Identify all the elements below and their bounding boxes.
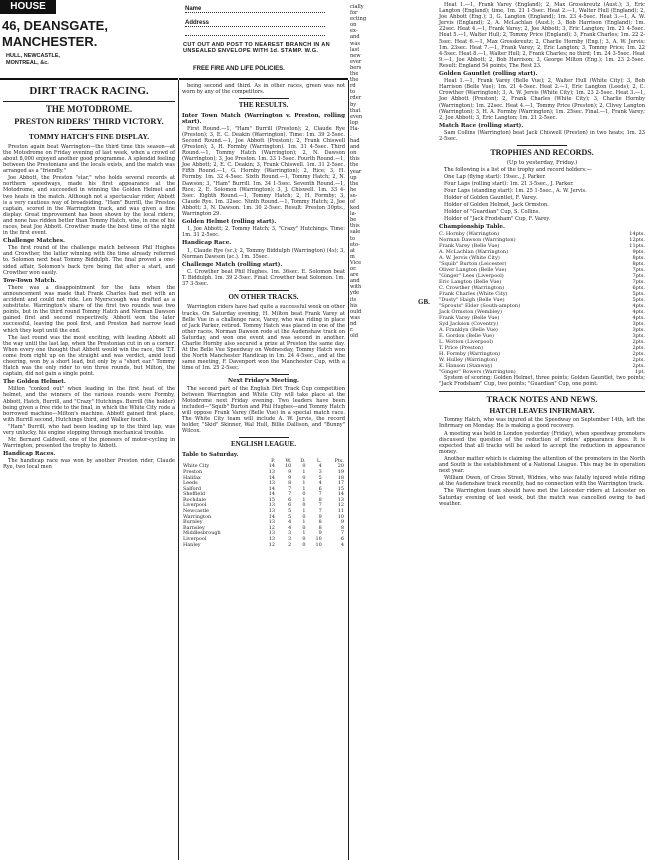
address-street: 46, DEANSGATE, (2, 18, 108, 33)
table-cell: 3 (288, 530, 292, 537)
rider-points: 3pts. (632, 327, 645, 334)
trophies-title: TROPHIES AND RECORDS. (490, 148, 594, 158)
section-heading: Challenge Matches. (3, 238, 65, 245)
table-cell: 3 (288, 536, 292, 543)
advertisement-left (0, 0, 178, 80)
section-heading: Tow-Town Match. (3, 277, 57, 284)
rider-points: 1pt. (635, 369, 645, 376)
branches-line-2: MONTREAL, &c. (6, 60, 49, 66)
table-cell: 9 (318, 530, 322, 537)
table-cell: Salford (183, 485, 202, 492)
table-cell: 0 (302, 502, 306, 509)
rider-name: Syd Jackson (Coventry) (439, 321, 499, 328)
table-cell: 10 (315, 536, 322, 543)
column-rule (348, 80, 349, 860)
paragraph: The following is a list of the trophy and record holders:— (444, 166, 592, 173)
table-cell: 9 (288, 474, 292, 481)
rider-points: 7pts. (632, 279, 645, 286)
next-meeting-title: Next Friday's Meeting. (227, 378, 300, 385)
right-article (436, 2, 648, 507)
paragraph: Tommy Hatch, who was injured at the Speedway on September 14th, left the Infirmary on Monday. He is making a good recovery. (439, 417, 645, 430)
table-cell: 10 (315, 541, 322, 548)
table-cell: 14 (268, 485, 276, 492)
table-cell: Liverpool (183, 502, 207, 509)
table-cell: 13 (268, 468, 276, 475)
table-cell: 13 (268, 536, 276, 543)
rider-points: 5pts. (632, 291, 645, 298)
table-cell: 6 (288, 502, 292, 509)
table-cell: 8 (288, 480, 292, 487)
table-cell: 6 (340, 536, 344, 543)
table-cell: 2 (288, 541, 292, 548)
table-cell: 13 (268, 530, 276, 537)
section-heading: Championship Table. (439, 224, 505, 231)
rider-name: C. Hornby (Warrington) (439, 231, 500, 238)
paragraph: being second and third. As in other races, green was not worn by any of the competitors. (182, 83, 345, 96)
table-header-cell: D. (300, 457, 306, 464)
rider-points: 7pts. (632, 267, 645, 274)
table-cell: 4 (340, 541, 344, 548)
table-cell: 4 (318, 480, 322, 487)
table-cell: Barnsley (183, 524, 205, 531)
table-cell: 18 (337, 474, 344, 481)
table-cell: 14 (268, 463, 276, 470)
table-cell: 15 (337, 485, 344, 492)
rider-name: A. Franklyn (Belle Vue) (439, 327, 498, 334)
article-body (3, 144, 175, 471)
table-cell: 3 (318, 468, 322, 475)
table-cell: 20 (337, 463, 344, 470)
track-notes-title: TRACK NOTES AND NEWS. (486, 393, 598, 404)
rider-points: 9pts. (632, 249, 645, 256)
table-title: Table to Saturday. (182, 451, 239, 458)
table-cell: 7 (318, 491, 322, 498)
section-heading: Inter Town Match (Warrington v. Preston, rolling start). (182, 112, 345, 125)
rider-points: 2pts. (632, 339, 645, 346)
rider-points: 2pts. (632, 363, 645, 370)
rider-points: 5pts. (632, 297, 645, 304)
table-cell: White City (183, 463, 210, 470)
paragraph: The second part of the English Dirt Track Cup competition between Warrington and White City will take place at the Motodrome next Friday evening. Two leaders have been included—"Squib" Burton and Phil Hughes—and Tommy Hatch will oppose Frank Varey (Belle Vue) in a special match race. The White City team will include A. W. Jervis, the record holder, "Skid" Skinner, Wal Hull, Billie Dallison, and "Bunny" Wilcox. (182, 385, 345, 435)
rider-name: Frank Charles (White City) (439, 291, 508, 298)
table-cell: 1 (302, 519, 306, 526)
table-cell: Warrington (183, 513, 212, 520)
paragraph: The handicap race was won by another Preston rider, Claude Rye, two local men (3, 458, 175, 471)
table-cell: 0 (302, 463, 306, 470)
table-cell: 7 (340, 530, 344, 537)
table-cell: 6 (318, 485, 322, 492)
rider-name: "Dusty" Haigh (Belle Vue) (439, 297, 505, 304)
table-cell: 12 (337, 502, 344, 509)
rider-points: 3pts. (632, 321, 645, 328)
rider-name: E. Gordon (Belle Vue) (439, 333, 494, 340)
subheadline-motodrome: THE MOTODROME. (45, 103, 133, 114)
paragraph: A meeting was held in London yesterday (Friday), when speedway promoters discussed the question of the reduction of riders' appearance fees. It is expected that all tracks will be asked to accept the reduction in appearance money. (439, 430, 645, 455)
paragraph: The first round of the challenge match between Phil Hughes and Crowther, the latter winning with the time already referred to. Solomon next beat Tommy Biddulph. The final proved a one-sided affair, Solomon's back tyre being flat after a start, and Crowther won easily. (3, 245, 175, 276)
record-item: Holder of Golden Helmet, Jack Ormston. (444, 202, 549, 209)
rider-points: 8pts. (632, 261, 645, 268)
paragraph: "Ham" Burrill, who had been leading up to the third lap, was very unlucky, his engine stopping through mechanical trouble. (3, 423, 175, 436)
rider-name: A. W. Jervis (White City) (439, 255, 500, 262)
coupon-form (179, 0, 348, 80)
table-cell: 12 (268, 524, 276, 531)
table-cell: 14 (268, 474, 276, 481)
divider (517, 145, 567, 146)
table-cell: Preston (183, 468, 203, 475)
table-cell: 7 (288, 485, 292, 492)
table-cell: 13 (268, 480, 276, 487)
table-cell: 9 (340, 519, 344, 526)
rider-points: 2pts. (632, 351, 645, 358)
table-cell: 0 (302, 536, 306, 543)
rider-name: Jack Ormston (Wembley) (439, 309, 502, 316)
paragraph: There was a disappointment for the fans when the announcement was made that Frank Charles had met with an accident and could not ride. Len Myerscough was drafted as a substitute. Warrington's share of the first two rounds was two points, but in the third round Tommy Hatch and Norman Dawson gained first and second respectively. Abbott won the later successful, leaving the pool first, and Preston had narrow lead which they kept until the end. (3, 284, 175, 334)
divider (439, 391, 645, 392)
table-cell: 12 (268, 541, 276, 548)
rider-name: K. Hanson (Stanway) (439, 363, 493, 370)
table-cell: 0 (302, 474, 306, 481)
table-cell: Hanley (183, 541, 201, 548)
league-table (182, 459, 345, 549)
rider-name: T. Price (Preston) (439, 345, 483, 352)
table-cell: Middlesbrough (183, 530, 221, 537)
table-cell: 1 (302, 530, 306, 537)
paragraph: Warrington riders have had quite a successful week on other tracks. On Saturday evening, H. Milton beat Frank Varey at Belle Vue in a challenge race, Varey, who was riding in place of Jack Parker, retired. Tommy Hatch was placed in one of the other races. Norman Dawson rode at the Audenshaw track on Saturday, and won one event and was second in another. Charlie Hornby also secured a prize at Preston the same day. At the Belle Vue Speedway on Wednesday, Tommy Hatch won the North Manchester Handicap in 1m. 24 4-5sec., and at the same meeting, F. Davenport won the Manchester Cup, with a time of 1m. 25 2-5sec. (182, 304, 345, 372)
table-cell: 10 (337, 513, 344, 520)
paragraph: First Round.—1, "Ham" Burrill (Preston); 2, Claude Rye (Preston); 3, E. C. Deakin (Warrington). Time: 1m. 39 2-5sec. Second Round.—1, Joe Abbott (Preston); 2, Frank Chiswell (Preston); 3, H. Formby (Warrington). 1m. 31 4-5sec. Third Round.—1, Tommy Hatch (Warrington); 2, N. Dawson (Warrington); 3, Joe Preston. 1m. 33 1-5sec. Fourth Round.—1, Joe Abbott; 2, E. C. Deakin; 3, Frank Chiswell. 1m. 31 2-5sec. Fifth Round.—1, G. Hornby (Warrington); 2, Rice; 3, H. Formby. 1m. 32 4-5sec. Sixth Round.—1, Tommy Hatch; 2, N. Dawson; 3, "Ham" Burrill. 1m. 34 1-5sec. Seventh Round.—1, Rice; 2, E. Solomon (Warrington); 3, J. Chiswell. 1m. 33 4-5sec. Eighth Round.—1, Tommy Hatch; 2, H. Formby; 3, Claude Rye. 1m. 32sec. Ninth Round.—1, Tommy Hatch; 2, Joe Abbott; 3, N. Dawson. 1m. 30 2-5sec. Result: Preston 30pts., Warrington 29. (182, 125, 345, 218)
rider-name: Frank Varey (Belle Vue) (439, 243, 500, 250)
paragraph: System of scoring: Golden Helmet, three points; Golden Gauntlet, two points; "Jack Frodsham" Cup, two points; "Guardian" Cup, one point. (439, 375, 645, 388)
headline: DIRT TRACK RACING. (29, 85, 149, 97)
table-cell: Liverpool (183, 536, 207, 543)
rider-name: "Ginger" Bowers (Warrington) (439, 369, 516, 376)
table-cell: 6 (288, 496, 292, 503)
paragraph: Mr. Bernard Caldwell, one of the pioneers of motor-cycling in Warrington, presented the trophy to Abbott. (3, 437, 175, 450)
divider (239, 290, 289, 291)
rider-name: "Ginger" Lees (Liverpool) (439, 273, 504, 280)
rider-points: 12pts. (629, 237, 645, 244)
branches-line-1: HULL, NEWCASTLE, (6, 53, 61, 59)
table-cell: 1 (302, 485, 306, 492)
record-item: Holder of "Jack Frodsham" Cup, F. Varey. (444, 216, 551, 223)
paragraph: 1, Claude Rye (sc.); 2, Tommy Biddulph (Warrington) (4s); 3, Norman Dawson (sc.). 1m. 35sec. (182, 247, 345, 260)
table-cell: 0 (302, 513, 306, 520)
logo: HOUSE (0, 0, 56, 14)
cut-out-instructions: CUT OUT AND POST TO NEAREST BRANCH IN AN UNSEALED ENVELOPE WITH 1d. STAMP. W.G. (183, 42, 330, 55)
table-cell: 1 (302, 468, 306, 475)
rider-name: C. Crowther (Warrington) (439, 285, 505, 292)
edge-fragment-text: cially for ecting on ex- and was last new ever bers the the rd to rder by that even lop Ha- . had and on this the year up the he se- of ked la- be this sale to eto- at m Vice or. are and with yde its his ould was nd r. old (350, 4, 367, 340)
rider-points: 4pts. (632, 315, 645, 322)
table-cell: 1 (302, 508, 306, 515)
table-cell: 5 (288, 513, 292, 520)
paragraph: Sam Collins (Warrington) beat Jack Chiswell (Preston) in two heats; 1m. 23 2-5sec. (439, 129, 645, 142)
table-cell: 19 (337, 468, 344, 475)
record-item: One Lap (flying start): 19sec., J. Parker. (444, 173, 546, 180)
subheadline-hatch: TOMMY HATCH'S FINE DISPLAY. (28, 131, 150, 141)
section-heading: Match Race (rolling start). (439, 122, 524, 129)
record-item: Four Laps (rolling start): 1m. 21 3-5sec., J. Parker. (444, 180, 574, 187)
paragraph: Heat 1.—1, Frank Varey (England); 2, Max Grosskreutz (Aust.); 3, Eric Langton (England); time, 1m. 21 1-5sec. Heat 2.—1, Walter Hull (England); 2, Joe Abbott (Eng.); 3, G. Langton (England); 1m. 23 4-5sec. Heat 3.—1, A. W. Jervis (England); 2, A. McLachlan (Aust.); 3, Bob Harrison (England); 1m. 22sec. Heat 4.—1, Frank Varey; 2, Joe Abbott; 3, Eric Langton; 1m. 21 4-5sec. Heat 5.—1, Walter Hull; 2, Tommy Price (England); 3, Frank Charles; 1m. 22 2-5sec. Heat 6.—1, Max Grosskreutz; 2, Charlie Hornby (Eng.); 3, A. W. Jervis; 1m. 23sec. Heat 7.—1, Frank Varey; 2, Eric Langton; 3, Tommy Price; 1m. 22 4-5sec. Heat 8.—1, Walter Hull; 2, Frank Charles; no third; 1m. 24 3-5sec. Heat 9.—1, Joe Abbott; 2, Bob Harrison; 3, George Milton (Eng.); 1m. 23 2-5sec. Result: England 54 points, The Rest 23. (439, 2, 645, 69)
section-heading: Handicap Race. (182, 240, 232, 247)
record-item: Holder of Golden Gauntlet, F. Varey. (444, 194, 538, 201)
edge-fragment-column (350, 0, 430, 860)
table-cell: Burnley (183, 519, 203, 526)
rider-points: 4pts. (632, 303, 645, 310)
rider-name: "Sprouts" Elder (South-ampton) (439, 303, 521, 310)
paragraph: 1, Joe Abbott; 2, Tommy Hatch; 3, "Crazy" Hutchings. Time: 1m. 31 2-5sec. (182, 226, 345, 239)
table-cell: 8 (318, 496, 322, 503)
address-field[interactable] (185, 20, 325, 27)
table-header-cell: P. (271, 457, 276, 464)
paragraph: Preston again beat Warrington—the third time this season—at the Motodrome on Friday evening of last week, when a crowd of about 8,000 enjoyed another good programme. A splendid feeling between the Prestonians and the locals exists, and the match was arranged as a "friendly." (3, 143, 175, 175)
table-cell: 10 (284, 463, 292, 470)
rider-points: 7pts. (632, 273, 645, 280)
table-cell: 9 (288, 468, 292, 475)
table-row (182, 543, 345, 549)
section-heading: Golden Helmet (rolling start). (182, 219, 277, 226)
name-label: Name (185, 6, 202, 12)
paragraph: Joe Abbott, the Preston "star," who holds several records at northern speedways, made his first appearance at the Motodrome, and succeeded in winning the Golden Helmet and two heats in the match. Although not a spectacular rider, Abbott is a very cautious way of broadsiding. "Ham" Burrill, the Preston captain, scored in the Warrington track, and was given a fine display. Great improvement has been shown by the local riders, and none has ridden better than Tommy Hatch, who, in one of his races, beat Joe Abbott. Crowther made the best time of the night in the first event. (3, 175, 175, 237)
subheadline-victory: PRESTON RIDERS' THIRD VICTORY. (14, 115, 164, 126)
paragraph: Milton "conked out" when leading in the first heat of the helmet, and the winners of the various rounds were Formby, Abbott, Hatch, Burrill, and "Crazy" Hutchings. Burrill (the holder) being given a free ride to the final, in which the White City rode a borrowed machine—Milton's machine. Abbott gained first place, with Burrill second, Hutchings third, and Walker fourth. (3, 386, 175, 423)
other-tracks-title: ON OTHER TRACKS. (228, 293, 299, 302)
table-cell: 4 (288, 519, 292, 526)
rider-name: H. Formby (Warrington) (439, 351, 501, 358)
address-label: Address (185, 20, 210, 26)
paragraph: C. Crowther beat Phil Hughes. 1m. 36sec. E. Solomon beat T. Biddulph. 1m. 39 2-5sec. Final: Crowther beat Solomon. 1m. 37 3-5sec. (182, 268, 345, 287)
table-cell: 1 (302, 496, 306, 503)
results-article (179, 83, 348, 548)
table-cell: 13 (268, 519, 276, 526)
rider-name: A. McLachlan (Warrington) (439, 249, 509, 256)
results-title: THE RESULTS. (238, 101, 289, 110)
rider-name: W. Hulley (Warrington) (439, 357, 498, 364)
rider-points: 14pts. (629, 231, 645, 238)
rider-name: L. Wotton (Liverpool) (439, 339, 493, 346)
record-item: Holder of "Guardian" Cup, S. Collins. (444, 209, 540, 216)
table-cell: 4 (318, 463, 322, 470)
column-left (0, 0, 178, 860)
rider-points: 3pts. (632, 333, 645, 340)
records-list (439, 174, 645, 223)
table-cell: 1 (302, 480, 306, 487)
rider-points: 11pts. (629, 243, 645, 250)
rider-name: Frank Varey (Belle Vue) (439, 315, 500, 322)
table-cell: 13 (337, 496, 344, 503)
table-cell: 7 (288, 491, 292, 498)
column-right (436, 0, 648, 860)
paragraph: Another matter which is claiming the attention of the promoters in the North and South is the establishment of a National League. This may be in operation next year. (439, 455, 645, 475)
table-header-cell: Pts. (334, 457, 344, 464)
table-header-cell: L. (316, 457, 322, 464)
table-cell: 0 (302, 491, 306, 498)
table-header-cell: W. (285, 457, 292, 464)
table-cell: 7 (318, 508, 322, 515)
divider (239, 437, 289, 438)
table-cell: 4 (288, 524, 292, 531)
rider-points: 2pts. (632, 345, 645, 352)
table-cell: 17 (337, 480, 344, 487)
section-heading: Challenge Match (rolling start). (182, 261, 283, 268)
table-cell: Sheffield (183, 491, 206, 498)
section-heading: Golden Gauntlet (rolling start). (439, 71, 538, 78)
divider (239, 374, 289, 375)
table-cell: 13 (268, 502, 276, 509)
table-cell: Leeds (183, 480, 198, 487)
paragraph: The last round was the most exciting, with leading Abbott all the way until the last lap, when the Prestonian cut in on a corner. When every one thought that Abbott would win the race, the T.T. come from right up on the straight and was verdict, amid loud cheering, won by a short lead, but only by a "short ear." Tommy Hatch was the only rider to win three rounds, but Milton, the captain, did not gain a single point. (3, 334, 175, 378)
table-cell: 5 (288, 508, 292, 515)
table-cell: 0 (302, 541, 306, 548)
table-cell: 8 (318, 524, 322, 531)
rider-points: 4pts. (632, 309, 645, 316)
table-cell: Rochdale (183, 496, 207, 503)
table-cell: 13 (268, 508, 276, 515)
table-cell: 14 (268, 491, 276, 498)
table-cell: Halifax (183, 474, 201, 481)
gutter-label: GB. (418, 298, 430, 306)
table-cell: 0 (302, 524, 306, 531)
table-cell: 7 (318, 502, 322, 509)
address-city: MANCHESTER. (2, 34, 98, 49)
divider (69, 129, 109, 130)
table-cell: 8 (318, 519, 322, 526)
paragraph: The Warrington team should have met the Leicester riders at Leicester on Saturday evening of last week, but the match was cancelled owing to bad weather. (439, 488, 645, 507)
name-field[interactable] (185, 6, 325, 13)
hatch-headline: HATCH LEAVES INFIRMARY. (489, 405, 595, 415)
column-middle (179, 0, 348, 860)
table-cell: 11 (337, 508, 344, 515)
section-heading: The Golden Helmet. (3, 379, 66, 386)
record-item: Four Laps (standing start): 1m. 25 1-5sec., A. W. Jervis. (444, 187, 587, 194)
paragraph: William Owen, of Cross Street, Widnes, who was fatally injured while riding at the Audenshaw track recently, had no connection with the Warrington track. (439, 475, 645, 488)
address-line (185, 34, 325, 36)
table-cell: 8 (340, 524, 344, 531)
table-cell: 5 (318, 474, 322, 481)
rider-points: 2pts. (632, 357, 645, 364)
table-cell: Newcastle (183, 508, 209, 515)
rider-name: Oliver Langton (Belle Vue) (439, 267, 507, 274)
rider-name: Eric Langton (Belle Vue) (439, 279, 502, 286)
section-heading: Handicap Races. (3, 451, 56, 458)
table-cell: 9 (318, 513, 322, 520)
league-title: ENGLISH LEAGUE. (231, 440, 296, 449)
championship-table (439, 231, 645, 375)
rider-name: "Squib" Burton (Leicester) (439, 261, 507, 268)
paragraph: Heat 1.—1, Frank Varey (Belle Vue); 2, Walter Hull (White City); 3, Bob Harrison (Belle Vue); 1m. 21 4-5sec. Heat 2.—1, Eric Langton (Leeds); 2, C. Crowther (Warrington); 3, A. W. Jervis (White City); 1m. 23 2-5sec. Heat 3.—1, Joe Abbott (Preston); 2, Frank Charles (White City); 3, Charlie Hornby (Warrington); 1m. 22sec. Heat 4.—1, Tommy Price (Preston); 2, Clivey Langton (Warrington); 3, H. A. Formby (Warrington); 1m. 25sec. Final.—1, Frank Varey; 2, Joe Abbott; 3, Eric Langton; 1m. 21 2-5sec. (439, 78, 645, 121)
divider (239, 98, 289, 99)
divider (3, 101, 175, 102)
rider-points: 6pts. (632, 285, 645, 292)
free-policies-banner: FREE FIRE AND LIFE POLICIES. (193, 66, 285, 72)
table-cell: 15 (268, 496, 276, 503)
table-cell: 14 (337, 491, 344, 498)
trophies-subtitle: (Up to yesterday, Friday.) (506, 160, 578, 167)
rider-name: Norman Dawson (Warrington) (439, 237, 516, 244)
table-cell: 14 (268, 513, 276, 520)
rider-points: 8pts. (632, 255, 645, 262)
